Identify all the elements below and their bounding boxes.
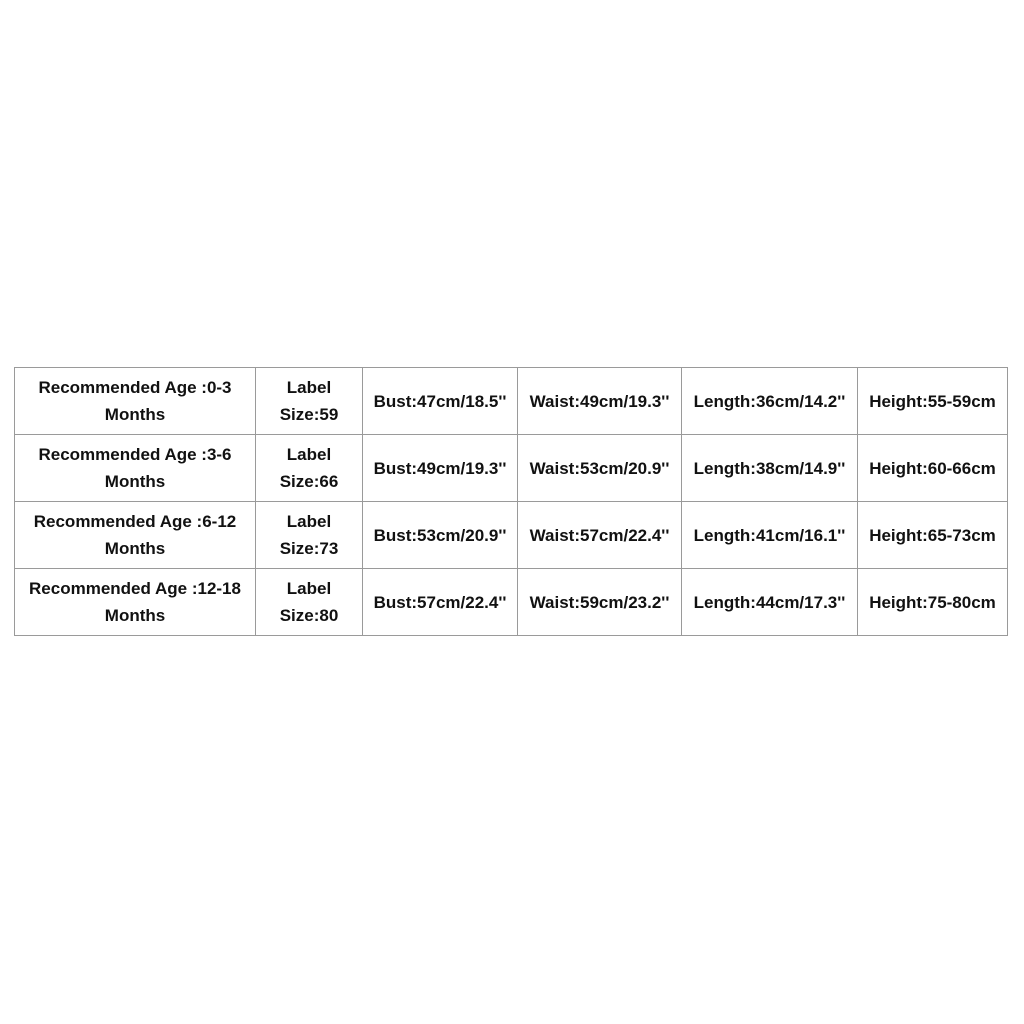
height-cell: Height:75-80cm <box>858 569 1008 636</box>
table-row <box>15 569 1008 636</box>
label-size-cell <box>256 502 363 569</box>
length-cell: Length:38cm/14.9'' <box>682 435 858 502</box>
height-cell: Height:65-73cm <box>858 502 1008 569</box>
age-range-text: Recommended Age :12-18 <box>29 579 241 598</box>
bust-cell: Bust:47cm/18.5'' <box>363 368 518 435</box>
size-text: Size:66 <box>279 472 339 491</box>
label-size-cell <box>256 435 363 502</box>
age-unit-text: Months <box>104 405 166 424</box>
height-cell: Height:60-66cm <box>858 435 1008 502</box>
age-cell <box>15 569 256 636</box>
label-text: Label <box>286 512 332 531</box>
height-cell: Height:55-59cm <box>858 368 1008 435</box>
size-text: Size:59 <box>279 405 339 424</box>
bust-cell: Bust:49cm/19.3'' <box>363 435 518 502</box>
length-cell: Length:41cm/16.1'' <box>682 502 858 569</box>
age-cell <box>15 435 256 502</box>
age-cell <box>15 502 256 569</box>
age-cell <box>15 368 256 435</box>
label-text: Label <box>286 445 332 464</box>
waist-cell: Waist:53cm/20.9'' <box>518 435 682 502</box>
size-text: Size:73 <box>279 539 339 558</box>
age-unit-text: Months <box>104 472 166 491</box>
age-range-text: Recommended Age :0-3 <box>38 378 232 397</box>
label-text: Label <box>286 378 332 397</box>
bust-cell: Bust:53cm/20.9'' <box>363 502 518 569</box>
waist-cell: Waist:49cm/19.3'' <box>518 368 682 435</box>
waist-cell: Waist:59cm/23.2'' <box>518 569 682 636</box>
bust-cell: Bust:57cm/22.4'' <box>363 569 518 636</box>
waist-cell: Waist:57cm/22.4'' <box>518 502 682 569</box>
table-row <box>15 502 1008 569</box>
table-row <box>15 435 1008 502</box>
size-text: Size:80 <box>279 606 339 625</box>
age-range-text: Recommended Age :3-6 <box>38 445 232 464</box>
age-range-text: Recommended Age :6-12 <box>33 512 237 531</box>
length-cell: Length:36cm/14.2'' <box>682 368 858 435</box>
label-size-cell <box>256 368 363 435</box>
label-text: Label <box>286 579 332 598</box>
length-cell: Length:44cm/17.3'' <box>682 569 858 636</box>
label-size-cell <box>256 569 363 636</box>
age-unit-text: Months <box>104 606 166 625</box>
table-row <box>15 368 1008 435</box>
age-unit-text: Months <box>104 539 166 558</box>
size-chart-table <box>14 367 1008 636</box>
